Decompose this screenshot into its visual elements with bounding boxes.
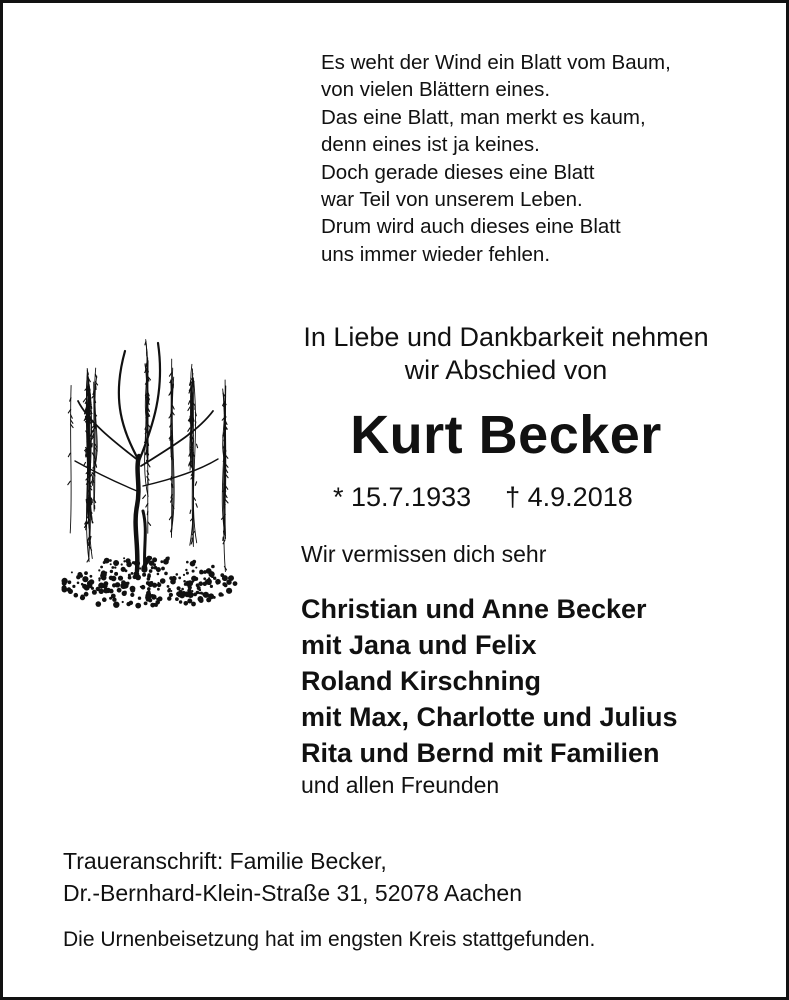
- intro-line-2: wir Abschied von: [404, 355, 608, 385]
- friends-text: und allen Freunden: [301, 772, 500, 798]
- family-line: Rita und Bernd mit Familien: [301, 738, 660, 768]
- poem-line: uns immer wieder fehlen.: [321, 242, 551, 266]
- poem-line: von vielen Blättern eines.: [321, 78, 551, 102]
- family-line: Christian und Anne Becker: [301, 594, 647, 624]
- intro-line-1: In Liebe und Dankbarkeit nehmen: [303, 322, 709, 352]
- family-line: mit Jana und Felix: [301, 630, 537, 660]
- weeping-willow-tree-icon: [53, 321, 243, 641]
- poem-line: Das eine Blatt, man merkt es kaum,: [321, 105, 646, 129]
- poem-line: Doch gerade dieses eine Blatt: [321, 160, 595, 184]
- family-line: Roland Kirschning: [301, 666, 542, 696]
- family-list: [301, 591, 678, 771]
- address-line-1: Traueranschrift: Familie Becker,: [63, 848, 387, 874]
- poem-line: Drum wird auch dieses eine Blatt: [321, 215, 621, 239]
- address-line-2: Dr.-Bernhard-Klein-Straße 31, 52078 Aachen: [63, 880, 522, 906]
- burial-note: Die Urnenbeisetzung hat im engsten Kreis stattgefunden.: [63, 928, 596, 951]
- death-date: † 4.9.2018: [505, 482, 633, 512]
- mourning-address: [63, 845, 522, 909]
- life-dates: [333, 480, 633, 514]
- poem: [321, 49, 671, 268]
- poem-line: Es weht der Wind ein Blatt vom Baum,: [321, 51, 671, 74]
- family-line: mit Max, Charlotte und Julius: [301, 702, 678, 732]
- miss-text: Wir vermissen dich sehr: [301, 541, 547, 567]
- intro-text: [261, 321, 751, 387]
- poem-line: war Teil von unserem Leben.: [321, 188, 583, 212]
- birth-date: * 15.7.1933: [333, 482, 472, 512]
- poem-line: denn eines ist ja keines.: [321, 133, 540, 157]
- deceased-name: Kurt Becker: [350, 405, 662, 465]
